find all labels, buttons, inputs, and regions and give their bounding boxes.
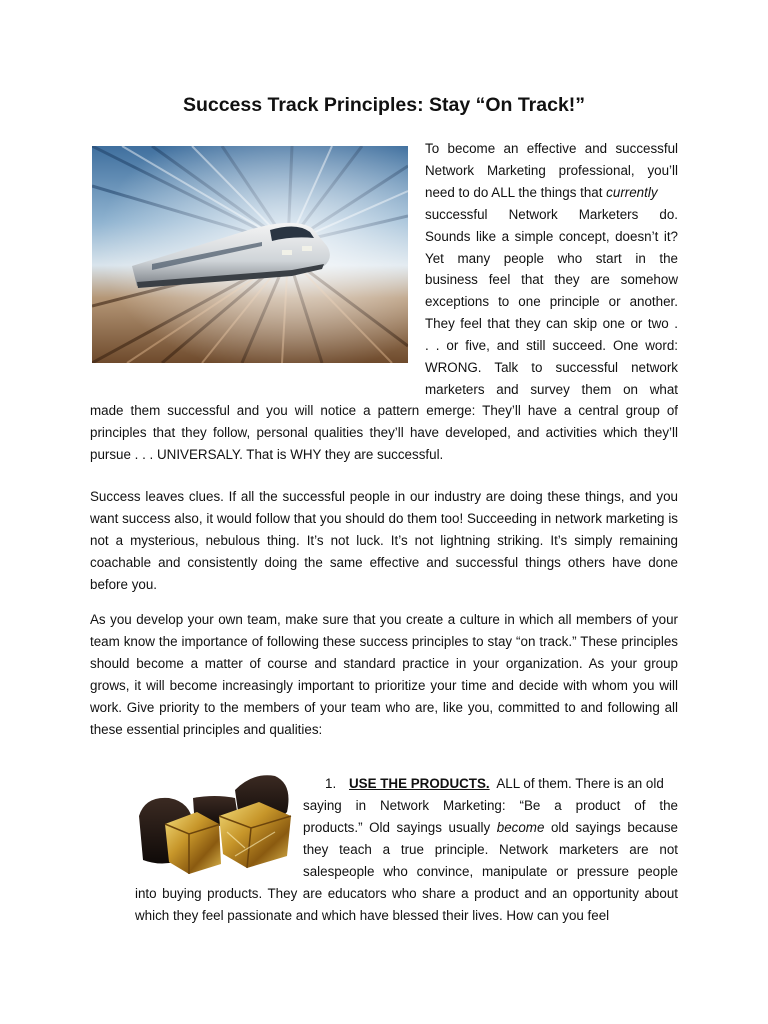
paragraph-team-culture: As you develop your own team, make sure that you create a culture in which all members of your team know the importance of following these success principles to stay “on track.” These principles should become a matter of course and standard practice in your organization. As your group grows, it will become increasingly important to prioritize your time and decide with whom you will work. Give priority to the members of your team who are, like you, committed to and following all these essential principles and qualities: [90,612,678,737]
intro-line: Network Marketing professional, you’ll [425,162,678,178]
intro-line: marketers and survey them on what [425,381,678,397]
paragraph-success-clues: Success leaves clues. If all the successful people in our industry are doing these things, and you want success also, it would follow that you should do them too! Succeeding in network marketing is not a mysterious, nebulous thing. It’s not luck. It’s not lightning striking. It’s simply remaining coachable and consistently doing the same effective and successful things others have done before you. [90,489,678,592]
intro-continuation: made them successful and you will notice a pattern emerge: They’ll have a central group of principles that they follow, personal qualities they’ll have developed, and activities which they’ll pursue . . . UNIVERSALY. That is WHY they are successful. [90,403,678,462]
intro-line: business feel that they are somehow [425,272,678,288]
intro-line: Sounds like a simple concept, doesn’t it? [425,228,678,244]
list-item-continuation: into buying products. They are educators who share a product and an opportunity about which they feel passionate and which have blessed their lives. How can you feel [135,886,678,923]
list-item-line: products.” Old sayings usually become old sayings because [303,819,679,835]
intro-line: To become an effective and successful [425,141,678,156]
chocolates-image [135,772,299,876]
list-number: 1. [325,776,337,791]
list-item-use-products [303,773,678,883]
list-item-line: salespeople who convince, manipulate or pressure people [303,863,678,879]
train-image [92,146,408,363]
page-title: Success Track Principles: Stay “On Track!” [182,94,586,116]
intro-line: They feel that they can skip one or two . [425,316,678,332]
list-item-heading: USE THE PRODUCTS. [349,776,490,791]
intro-line: Yet many people who start in the [425,250,678,266]
intro-line: need to do ALL the things that currently [425,184,658,200]
train-photo-illustration [92,146,408,363]
list-item-line: 1. USE THE PRODUCTS. ALL of them. There is an old [303,773,678,795]
intro-line: exceptions to one principle or another. [425,294,678,310]
intro-line: successful Network Marketers do. [425,206,678,222]
intro-line: WRONG. Talk to successful network [425,360,678,376]
intro-text-wrapped [425,138,678,401]
intro-line: . . or five, and still succeed. One word: [425,338,678,354]
chocolates-photo-illustration [135,772,299,876]
list-item-line: saying in Network Marketing: “Be a product of the [303,797,678,813]
list-item-line: they teach a true principle. Network marketers are not [303,841,678,857]
